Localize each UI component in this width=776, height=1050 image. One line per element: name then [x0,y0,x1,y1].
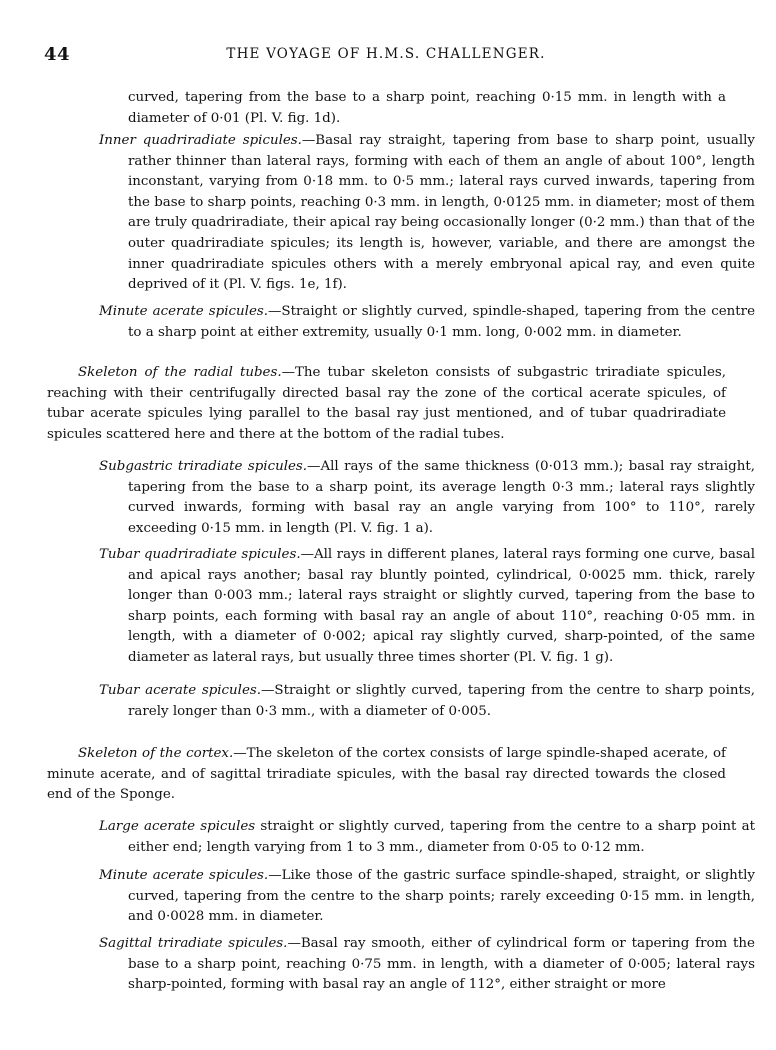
paragraph-large-acerate-spicules [99,817,755,858]
paragraph-skeleton-cortex [47,744,726,806]
section-label: Subgastric triradiate spicules. [99,459,308,474]
paragraph-subgastric-triradiate-spicules [99,457,755,539]
section-label: Large acerate spicules [99,819,256,834]
paragraph-text: straight or slightly curved, tapering from the centre to a sharp point at either end; length varying from 1 to 3 mm., diameter from 0·05 to 0·12 mm. [128,819,755,855]
section-label: Tubar quadriradiate spicules. [99,547,301,562]
section-label: Skeleton of the radial tubes. [78,365,282,380]
section-label: Sagittal triradiate spicules. [99,936,288,951]
paragraph-text: curved, tapering from the base to a sharp point, reaching 0·15 mm. in length with a diameter of 0·01 (Pl. V. fig. 1d). [128,90,726,126]
section-label: Minute acerate spicules. [99,868,269,883]
page-header [44,44,728,66]
paragraph-text: —All rays in different planes, lateral rays forming one curve, basal and apical rays another; basal ray bluntly pointed, cylindrical, 0·0025 mm. thick, rarely longer than 0·003 mm.; lateral rays straight or slightly curved, tapering from the base to sharp points, each forming with basal ray an angle of about 110°, reaching 0·05 mm. in length, with a diameter of 0·002; apical ray slightly curved, sharp-pointed, of the same diameter as lateral rays, but usually three times shorter (Pl. V. fig. 1 g). [128,547,755,665]
paragraph-skeleton-radial-tubes [47,363,726,445]
paragraph-text: —Basal ray straight, tapering from base to sharp point, usually rather thinner than lateral rays, forming with each of them an angle of about 100°, length inconstant, varying from 0·18 mm. to 0·5 mm.; lateral rays curved inwards, tapering from the base to sharp points, reaching 0·3 mm. in length, 0·0125 mm. in diameter; most of them are truly quadriradiate, their apical ray being occasionally longer (0·2 mm.) than that of the outer quadriradiate spicules; its length is, however, variable, and there are amongst the inner quadriradiate spicules others with a merely embryonal apical ray, and even quite deprived of it (Pl. V. figs. 1e, 1f). [128,133,755,293]
paragraph-text: —Straight or slightly curved, spindle-shaped, tapering from the centre to a sharp point at either extremity, usually 0·1 mm. long, 0·002 mm. in diameter. [128,304,755,340]
paragraph-text: —Straight or slightly curved, tapering from the centre to sharp points, rarely longer than 0·3 mm., with a diameter of 0·005. [128,683,755,719]
section-label: Tubar acerate spicules. [99,683,262,698]
paragraph-inner-quadriradiate-spicules [99,131,755,296]
paragraph-tubar-quadriradiate-spicules [99,545,755,669]
paragraph-text: —Basal ray smooth, either of cylindrical form or tapering from the base to a sharp point, reaching 0·75 mm. in length, with a diameter of 0·005; lateral rays sharp-pointed, forming with basal ray an angle of 112°, either straight or more [128,936,755,993]
paragraph-continuation [128,88,726,129]
paragraph-text: —All rays of the same thickness (0·013 mm.); basal ray straight, tapering from the base to a sharp point, its average length 0·3 mm.; lateral rays slightly curved inwards, forming with basal ray an angle varying from 100° to 110°, rarely exceeding 0·15 mm. in length (Pl. V. fig. 1 a). [128,459,755,536]
paragraph-tubar-acerate-spicules [99,681,755,722]
section-label: Minute acerate spicules. [99,304,268,319]
section-label: Skeleton of the cortex. [78,746,234,761]
paragraph-text: —The skeleton of the cortex consists of large spindle-shaped acerate, of minute acerate, and of sagittal triradiate spicules, with the basal ray directed towards the closed end of the Sponge. [47,746,727,803]
paragraph-sagittal-triradiate-spicules [99,934,755,996]
paragraph-text: —The tubar skeleton consists of subgastric triradiate spicules, reaching with their centrifugally directed basal ray the zone of the cortical acerate spicules, of tubar acerate spicules lying parallel to the basal ray just mentioned, and of tubar quadriradiate spicules scattered here and there at the bottom of the radial tubes. [47,365,726,442]
paragraph-minute-acerate-spicules-cortex [99,866,755,928]
section-label: Inner quadriradiate spicules. [99,133,302,148]
paragraph-minute-acerate-spicules [99,302,755,343]
running-title: THE VOYAGE OF H.M.S. CHALLENGER. [226,46,546,62]
paragraph-text: —Like those of the gastric surface spindle-shaped, straight, or slightly curved, tapering from the centre to the sharp points; rarely exceeding 0·15 mm. in length, and 0·0028 mm. in diameter. [128,868,755,925]
page-number: 44 [44,44,71,65]
